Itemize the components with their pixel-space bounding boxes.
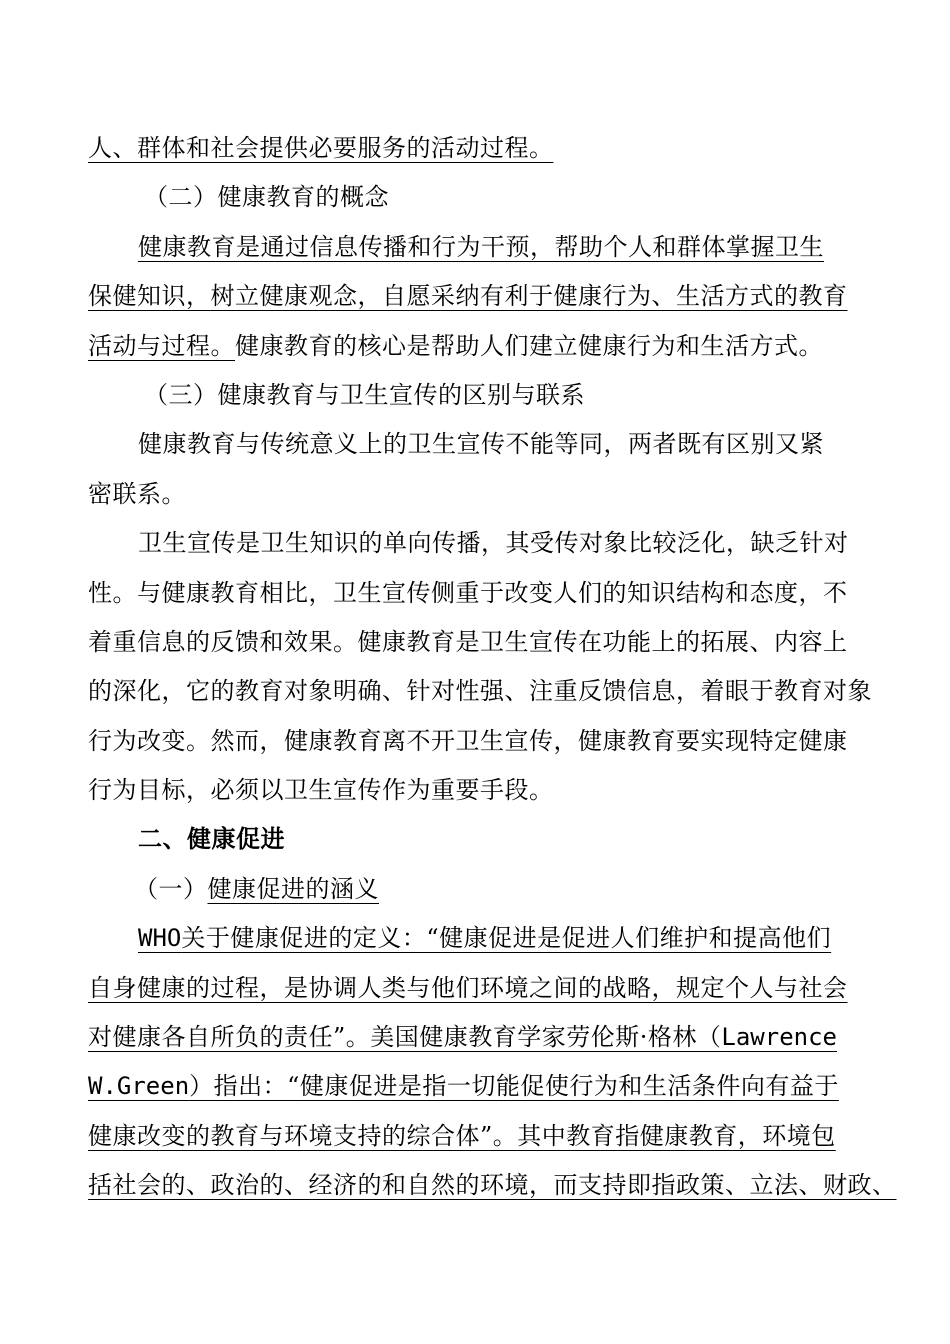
text-line	[88, 272, 868, 321]
text-line	[88, 223, 868, 272]
text-line	[88, 964, 868, 1013]
text-line: 行为目标，必须以卫生宣传作为重要手段。	[88, 776, 554, 805]
underlined-text: 自身健康的过程，是协调人类与他们环境之间的战略，规定个人与社会	[88, 973, 848, 1002]
underlined-text: 保健知识，树立健康观念，自愿采纳有利于健康行为、生活方式的教育	[88, 282, 848, 311]
section-heading-meaning	[88, 865, 868, 914]
name-text: Lawrence	[721, 1023, 837, 1052]
text-line	[88, 124, 868, 173]
underlined-text: 健康促进的涵义	[207, 874, 379, 903]
text-line: 的深化，它的教育对象明确、针对性强、注重反馈信息，着眼于教育对象	[88, 677, 872, 706]
text-line	[88, 322, 868, 371]
plain-text: 关于健康促进的定义：“健康促进是促进人们维护和提高他们	[181, 924, 832, 953]
text-line: 性。与健康教育相比，卫生宣传侧重于改变人们的知识结构和态度，不	[88, 578, 848, 607]
text-line	[88, 1112, 868, 1161]
section-heading-concept: （二）健康教育的概念	[144, 183, 389, 212]
document-page	[88, 124, 897, 1211]
text-line: 密联系。	[88, 479, 186, 508]
text-line	[88, 914, 868, 963]
section-heading-difference: （三）健康教育与卫生宣传的区别与联系	[144, 380, 585, 409]
underlined-text: 健康改变的教育与环境支持的综合体”。其中教育指健康教育，环境包	[88, 1121, 836, 1150]
text-line	[88, 1013, 868, 1062]
underlined-text: 活动与过程。	[88, 331, 235, 360]
underlined-text: 括社会的、政治的、经济的和自然的环境，而支持即指政策、立法、财政、	[88, 1171, 897, 1200]
text-line: 卫生宣传是卫生知识的单向传播，其受传对象比较泛化，缺乏针对	[138, 529, 849, 558]
underlined-text	[88, 1072, 839, 1100]
underlined-text: 健康教育是通过信息传播和行为干预，帮助个人和群体掌握卫生	[138, 232, 824, 261]
chapter-heading-health-promotion: 二、健康促进	[138, 825, 285, 854]
plain-text: ）指出：“健康促进是指一切能促使行为和生活条件向有益于	[189, 1072, 839, 1101]
plain-text: 对健康各自所负的责任”。美国健康教育学家劳伦斯·格林（	[88, 1023, 722, 1052]
plain-text: 健康教育的核心是帮助人们建立健康行为和生活方式。	[235, 331, 823, 360]
underlined-text	[88, 1023, 837, 1051]
name-text: W.Green	[88, 1072, 190, 1101]
text-line	[88, 1062, 868, 1111]
text-line: 行为改变。然而，健康教育离不开卫生宣传，健康教育要实现特定健康	[88, 726, 848, 755]
text-line: 健康教育与传统意义上的卫生宣传不能等同，两者既有区别又紧	[138, 430, 824, 459]
text-line	[88, 1161, 897, 1210]
underlined-text: 人、群体和社会提供必要服务的活动过程。	[88, 134, 554, 162]
abbrev-text: WHO	[138, 924, 182, 953]
plain-text: （一）	[134, 874, 208, 903]
underlined-text	[138, 924, 831, 952]
text-line: 着重信息的反馈和效果。健康教育是卫生宣传在功能上的拓展、内容上	[88, 627, 848, 656]
